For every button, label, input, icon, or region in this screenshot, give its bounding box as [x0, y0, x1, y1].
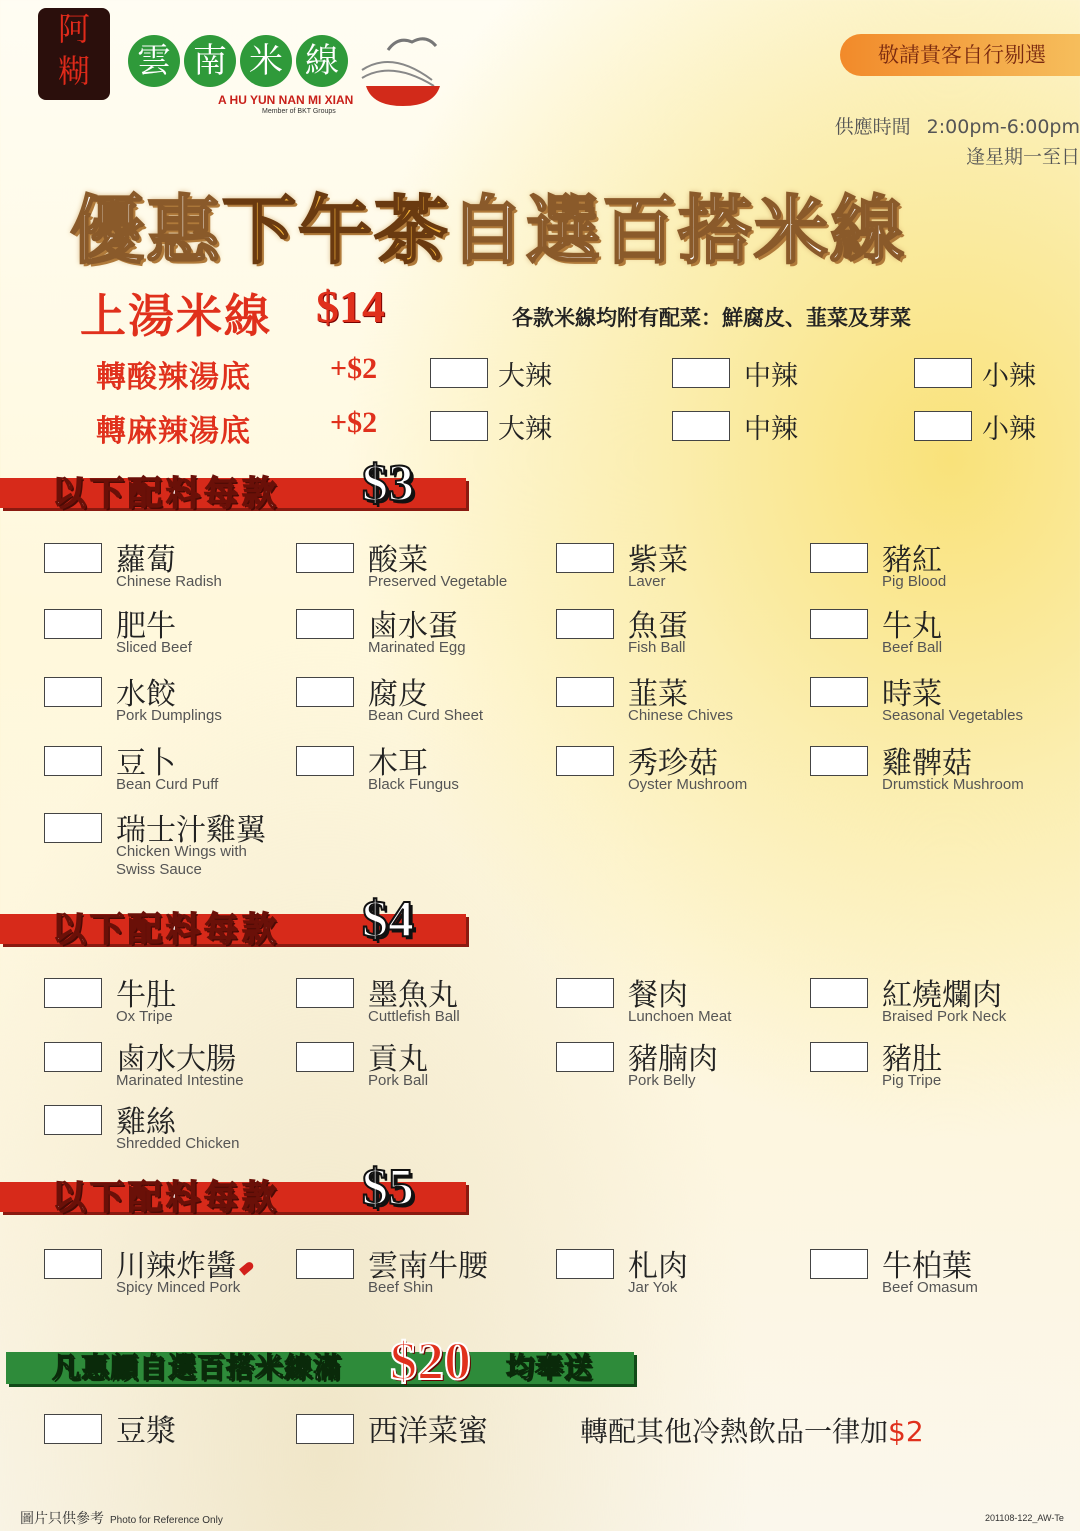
- checkbox[interactable]: [556, 543, 614, 573]
- title-part2: 下午茶: [222, 188, 450, 274]
- drink-name: 豆漿: [116, 1414, 176, 1449]
- item-name-zh: 蘿蔔: [116, 543, 176, 578]
- checkbox[interactable]: [296, 746, 354, 776]
- checkbox[interactable]: [810, 1042, 868, 1072]
- item-name-en: Shredded Chicken: [116, 1135, 240, 1152]
- spice-level-label: 大辣: [498, 361, 552, 392]
- checkbox[interactable]: [556, 978, 614, 1008]
- checkbox[interactable]: [810, 609, 868, 639]
- checkbox[interactable]: [556, 1249, 614, 1279]
- banner-label: 以下配料每款: [52, 1178, 280, 1218]
- item-name-en: Marinated Intestine: [116, 1072, 244, 1089]
- item-name-zh: 豬腩肉: [628, 1042, 718, 1077]
- banner-label: 以下配料每款: [52, 474, 280, 514]
- logo-seal-char: 糊: [57, 52, 90, 90]
- banner-price: $3: [362, 455, 414, 512]
- item-name-en: Pork Ball: [368, 1072, 429, 1089]
- checkbox[interactable]: [44, 1042, 102, 1072]
- checkbox[interactable]: [44, 813, 102, 843]
- item-name-zh: 牛肚: [116, 978, 176, 1013]
- title-part3: 自選百搭米線: [450, 188, 906, 274]
- soup-option-add: +$2: [330, 352, 378, 385]
- checkbox[interactable]: [44, 746, 102, 776]
- hours-label: 供應時間: [834, 116, 911, 138]
- footer-disclaimer-en: Photo for Reference Only: [110, 1515, 223, 1526]
- item-name-zh: 雞絲: [116, 1105, 176, 1140]
- item-name-en: Beef Omasum: [882, 1279, 978, 1296]
- footer-code: 201108-122_AW-Te: [985, 1513, 1064, 1523]
- footer-disclaimer: [20, 1508, 223, 1528]
- item-name-en: Jar Yok: [628, 1279, 678, 1296]
- drink-note: [580, 1410, 924, 1450]
- checkbox[interactable]: [430, 411, 488, 441]
- checkbox[interactable]: [914, 411, 972, 441]
- soup-title: 上湯米線: [80, 289, 272, 343]
- checkbox[interactable]: [556, 746, 614, 776]
- checkbox[interactable]: [810, 677, 868, 707]
- item-name-en: Spicy Minced Pork: [116, 1279, 241, 1296]
- item-name-zh: 肥牛: [116, 609, 176, 644]
- item-name-zh: 豬肚: [882, 1042, 942, 1077]
- item-name-en: Chinese Radish: [116, 573, 222, 590]
- chili-icon: [239, 1260, 255, 1275]
- banner-price: $4: [362, 891, 414, 948]
- promo-suffix: 均奉送: [506, 1351, 594, 1384]
- item-name-zh: 酸菜: [368, 543, 428, 578]
- soup-option-name: 轉麻辣湯底: [96, 414, 251, 449]
- item-name-zh: 韮菜: [628, 677, 688, 712]
- item-name-en: Black Fungus: [368, 776, 459, 793]
- item-name-zh: 豬紅: [882, 543, 942, 578]
- checkbox[interactable]: [296, 677, 354, 707]
- serving-hours: [780, 112, 1080, 139]
- checkbox[interactable]: [430, 358, 488, 388]
- item-name-en: Pork Dumplings: [116, 707, 222, 724]
- item-name-en: Seasonal Vegetables: [882, 707, 1023, 724]
- checkbox[interactable]: [810, 1249, 868, 1279]
- item-name-zh: 瑞士汁雞翼: [116, 813, 266, 848]
- footer-disclaimer-zh: 圖片只供參考: [20, 1511, 104, 1527]
- item-name-zh: 紅燒爛肉: [882, 978, 1002, 1013]
- checkbox[interactable]: [810, 978, 868, 1008]
- item-name-zh: 鹵水蛋: [368, 609, 458, 644]
- item-name-zh: 鹵水大腸: [116, 1042, 236, 1077]
- logo-circles: [128, 35, 348, 87]
- title-part1: 優惠: [70, 188, 222, 274]
- section-banner-3: [0, 455, 475, 514]
- item-name-en: Preserved Vegetable: [368, 573, 508, 590]
- spice-level-label: 小辣: [982, 414, 1036, 445]
- checkbox[interactable]: [810, 746, 868, 776]
- item-name-en: Beef Shin: [368, 1279, 434, 1296]
- section-banner-4: [0, 891, 475, 950]
- item-name-en: Bean Curd Puff: [116, 776, 219, 793]
- checkbox[interactable]: [556, 1042, 614, 1072]
- spice-level-label: 小辣: [982, 361, 1036, 392]
- logo-circle: 米: [240, 35, 292, 87]
- soup-note: 各款米線均附有配菜：鮮腐皮、韮菜及芽菜: [512, 306, 911, 330]
- promo-text: 凡惠顧自選百搭米線滿: [52, 1351, 343, 1384]
- item-name-zh: 水餃: [116, 677, 176, 712]
- checkbox[interactable]: [44, 677, 102, 707]
- noodle-bowl-icon: [358, 30, 448, 110]
- spice-level-label: 中辣: [744, 414, 798, 445]
- checkbox[interactable]: [556, 609, 614, 639]
- item-name-en: Chinese Chives: [628, 707, 734, 724]
- checkbox[interactable]: [296, 978, 354, 1008]
- drink-name: 西洋菜蜜: [368, 1414, 488, 1449]
- checkbox[interactable]: [672, 358, 730, 388]
- item-name-en: Braised Pork Neck: [882, 1008, 1007, 1025]
- item-name-en: Pig Blood: [882, 573, 947, 590]
- checkbox[interactable]: [296, 543, 354, 573]
- item-name-zh: 貢丸: [368, 1042, 428, 1077]
- serving-days: 逢星期一至日: [965, 146, 1080, 168]
- spice-level-label: 大辣: [498, 414, 552, 445]
- item-name-en: Oyster Mushroom: [628, 776, 748, 793]
- item-name-zh: 魚蛋: [628, 609, 688, 644]
- checkbox[interactable]: [296, 1249, 354, 1279]
- checkbox[interactable]: [44, 1105, 102, 1135]
- item-name-zh: 木耳: [368, 746, 428, 781]
- item-name-en: Fish Ball: [628, 639, 686, 656]
- item-name-en: Marinated Egg: [368, 639, 466, 656]
- item-name-zh: 秀珍菇: [628, 746, 718, 781]
- checkbox[interactable]: [296, 609, 354, 639]
- logo-circle: 南: [184, 35, 236, 87]
- item-name-zh: 牛柏葉: [882, 1249, 972, 1284]
- logo-seal-char: 阿: [57, 10, 90, 48]
- logo-seal: [38, 8, 110, 100]
- spice-level-label: 中辣: [744, 361, 798, 392]
- drink-note-text: 轉配其他冷熱飲品一律加: [580, 1415, 889, 1448]
- item-name-en: Pork Belly: [628, 1072, 696, 1089]
- checkbox[interactable]: [44, 543, 102, 573]
- soup-price: $14: [316, 281, 385, 332]
- section-banner-5: [0, 1159, 475, 1218]
- logo-circle: 線: [296, 35, 348, 87]
- banner-price: $5: [362, 1159, 414, 1216]
- item-name-zh: 墨魚丸: [368, 978, 458, 1013]
- page-title: [70, 172, 906, 278]
- logo-member: Member of BKT Groups: [262, 108, 336, 115]
- item-name-zh: 豆卜: [116, 746, 176, 781]
- checkbox[interactable]: [44, 609, 102, 639]
- checkbox[interactable]: [296, 1042, 354, 1072]
- logo-english-name: A HU YUN NAN MI XIAN: [218, 93, 354, 107]
- item-name-en: Cuttlefish Ball: [368, 1008, 460, 1025]
- item-name-zh: 牛丸: [882, 609, 942, 644]
- drink-note-price: $2: [888, 1415, 924, 1448]
- checkbox[interactable]: [44, 1414, 102, 1444]
- hours-value: 2:00pm-6:00pm: [926, 116, 1080, 138]
- logo-circle: 雲: [128, 35, 180, 87]
- checkbox[interactable]: [556, 677, 614, 707]
- checkbox[interactable]: [672, 411, 730, 441]
- checkbox[interactable]: [914, 358, 972, 388]
- banner-label: 以下配料每款: [52, 910, 280, 950]
- checkbox[interactable]: [44, 978, 102, 1008]
- item-name-en: Laver: [628, 573, 666, 590]
- item-name-zh: 餐肉: [628, 978, 688, 1013]
- item-name-en-line2: Swiss Sauce: [116, 861, 202, 878]
- item-name-en: Lunchoen Meat: [628, 1008, 732, 1025]
- soup-option-name: 轉酸辣湯底: [96, 360, 251, 395]
- item-name-zh: 雲南牛腰: [368, 1249, 488, 1284]
- item-name-en: Beef Ball: [882, 639, 943, 656]
- item-name-zh: 札肉: [628, 1249, 688, 1284]
- notice-pill: 敬請貴客自行剔選: [840, 34, 1080, 76]
- item-name-en: Pig Tripe: [882, 1072, 942, 1089]
- checkbox[interactable]: [44, 1249, 102, 1279]
- item-name-zh-text: 川辣炸醬: [116, 1249, 236, 1284]
- item-name-zh: 腐皮: [368, 677, 428, 712]
- item-name-zh: 紫菜: [628, 543, 688, 578]
- item-name-en: Bean Curd Sheet: [368, 707, 484, 724]
- promo-price: $20: [390, 1331, 471, 1391]
- item-name-en: Sliced Beef: [116, 639, 192, 656]
- item-name-en: Ox Tripe: [116, 1008, 173, 1025]
- item-name-en: Drumstick Mushroom: [882, 776, 1024, 793]
- item-name-zh: 時菜: [882, 677, 942, 712]
- item-name-en: Chicken Wings with: [116, 843, 247, 860]
- item-name-zh: 雞髀菇: [882, 746, 972, 781]
- checkbox[interactable]: [810, 543, 868, 573]
- promo-banner: [0, 1331, 640, 1391]
- checkbox[interactable]: [296, 1414, 354, 1444]
- soup-option-add: +$2: [330, 406, 378, 439]
